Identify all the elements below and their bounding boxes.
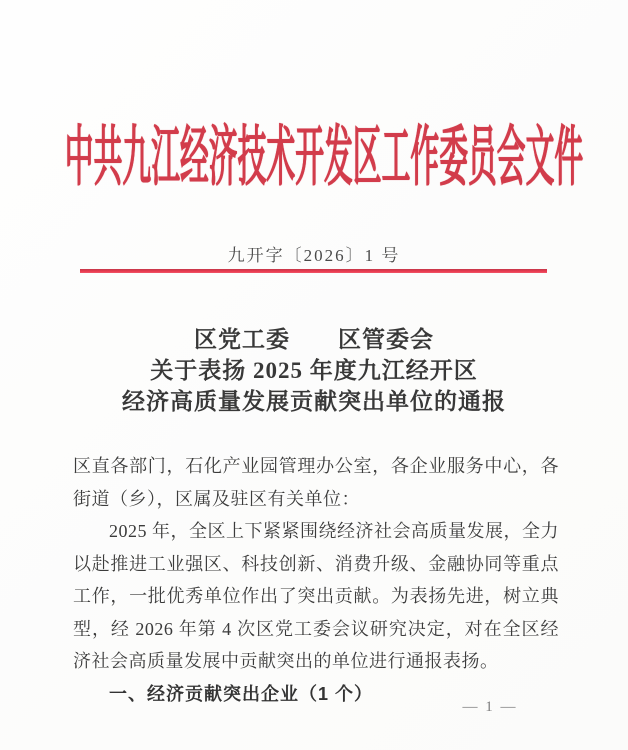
- document-title-line-3: 经济高质量发展贡献突出单位的通报: [122, 389, 506, 414]
- document-number: 九开字〔2026〕1 号: [227, 246, 401, 265]
- document-banner: [0, 120, 628, 194]
- red-divider-line: [80, 269, 547, 273]
- document-body: [73, 450, 559, 710]
- body-paragraph: 2025 年，全区上下紧紧围绕经济社会高质量发展，全力以赴推进工业强区、科技创新、消费升级、金融协同等重点工作，一批优秀单位作出了突出贡献。为表扬先进，树立典型，经 2026 年第 4 次区党工委会议研究决定，对在全区经济社会高质量发展中贡献突出的单位进行通报表扬。: [73, 521, 559, 671]
- document-title-line-1: 区党工委 区管委会: [194, 327, 434, 352]
- document-banner-title: 中共九江经济技术开发区工作委员会文件: [64, 120, 584, 194]
- document-title: [0, 324, 628, 417]
- page-number: — 1 —: [462, 699, 518, 715]
- recipients-paragraph: 区直各部门，石化产业园管理办公室，各企业服务中心，各街道（乡），区属及驻区有关单位：: [73, 456, 559, 509]
- document-title-line-2: 关于表扬 2025 年度九江经开区: [150, 358, 478, 383]
- section-heading: 一、经济贡献突出企业（1 个）: [109, 683, 374, 704]
